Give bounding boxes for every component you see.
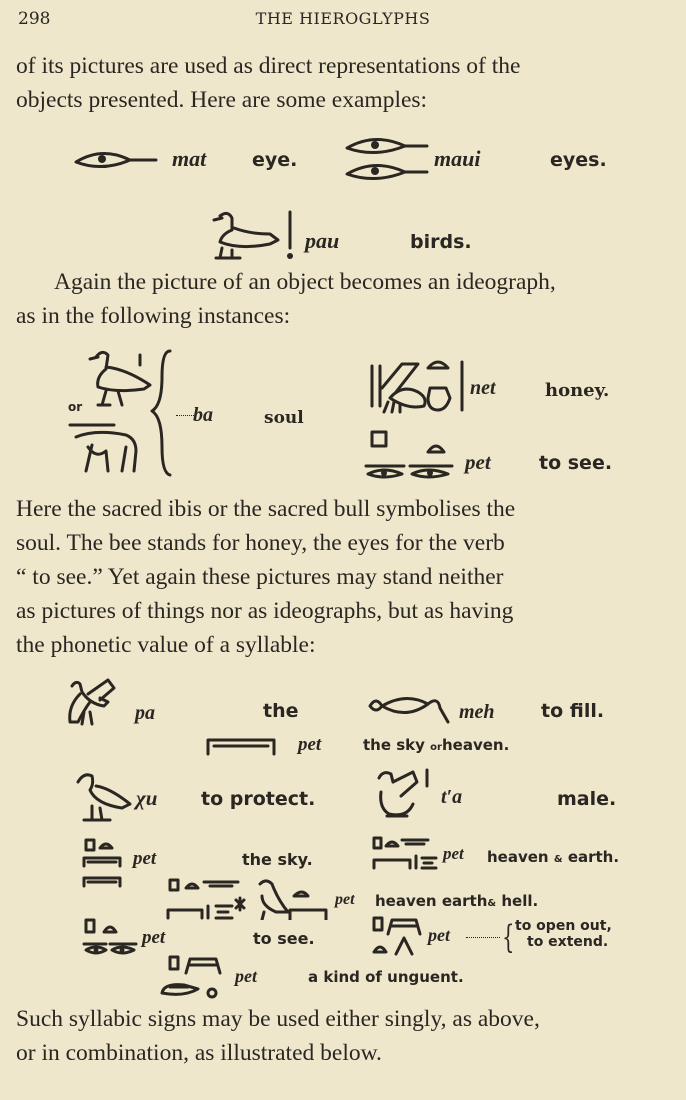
brace-icon: { <box>502 918 515 956</box>
meaning-honey: honey. <box>545 380 610 401</box>
meaning-birds: birds. <box>410 231 472 253</box>
bird-plural-glyph-icon <box>210 208 300 264</box>
page-number: 298 <box>18 9 51 29</box>
transliteration-pet-sky: pet <box>298 734 322 755</box>
transliteration-pau: pau <box>305 228 340 253</box>
meaning-part: to open out, <box>515 918 612 934</box>
meaning-heaven-earth-hell <box>375 892 538 910</box>
text-line: Again the picture of an object becomes an ideograph, <box>54 269 556 295</box>
meaning-the-sky: the sky. <box>242 850 313 869</box>
transliteration-pet-heaven-earth: pet <box>443 844 464 863</box>
transliteration-mat: mat <box>172 146 207 171</box>
leader-dots <box>176 415 194 416</box>
meaning-part: heaven earth <box>375 892 488 910</box>
transliteration-net: net <box>470 377 496 399</box>
transliteration-ba: ba <box>193 404 213 426</box>
pet-earth-glyph-icon <box>372 836 444 870</box>
or-label: or <box>430 742 442 753</box>
pet-hell-glyph-icon <box>166 876 330 920</box>
meaning-part: the sky <box>363 736 425 754</box>
meaning-part: heaven <box>487 848 549 866</box>
transliteration-pet-see: pet <box>465 450 491 474</box>
two-eyes-pet-glyph-icon <box>364 430 456 486</box>
meaning-eye: eye. <box>252 149 298 171</box>
text-line: of its pictures are used as direct representations of the <box>16 53 521 79</box>
text-line: Here the sacred ibis or the sacred bull symbolises the <box>16 496 516 522</box>
flying-bird-glyph-icon <box>64 676 120 728</box>
text-line: “ to see.” Yet again these pictures may stand neither <box>16 564 504 590</box>
or-label: or <box>68 400 83 414</box>
text-line: Such syllabic signs may be used either singly, as above, <box>16 1006 540 1032</box>
pet-unguent-glyph-icon <box>158 955 224 999</box>
paragraph-intro <box>16 49 668 117</box>
running-title: THE HIEROGLYPHS <box>255 9 431 28</box>
transliteration-pet-hell: pet <box>335 891 355 908</box>
transliteration-pa: pa <box>135 702 155 724</box>
duck-glyph-icon <box>371 768 435 822</box>
transliteration-pet-the-sky: pet <box>133 848 157 869</box>
meaning-to-protect: to protect. <box>201 788 316 810</box>
meaning-to-fill: to fill. <box>541 700 605 722</box>
pet-sky-glyph-icon <box>82 838 124 890</box>
text-line: the phonetic value of a syllable: <box>16 632 316 658</box>
meaning-part: hell. <box>501 892 539 910</box>
transliteration-ta: t′a <box>441 786 463 808</box>
transliteration-xu: χu <box>136 786 158 810</box>
meaning-unguent: a kind of unguent. <box>308 968 464 986</box>
transliteration-pet-to-see: pet <box>142 927 166 948</box>
transliteration-maui: maui <box>434 146 481 171</box>
meaning-part: to extend. <box>527 934 609 950</box>
and-sign: & <box>487 898 497 909</box>
meaning-eyes: eyes. <box>550 149 607 171</box>
transliteration-pet-unguent: pet <box>235 966 257 986</box>
text-line: as in the following instances: <box>16 303 291 329</box>
text-line: soul. The bee stands for honey, the eyes for the verb <box>16 530 505 556</box>
sky-glyph-icon <box>204 734 278 756</box>
and-sign: & <box>553 854 563 865</box>
paragraph-phonetic <box>16 492 668 662</box>
leader-dots <box>466 937 500 938</box>
bee-glyph-icon <box>366 358 466 416</box>
eye-glyph-icon <box>72 148 160 174</box>
meaning-to-see: to see. <box>539 452 613 474</box>
pet-eyes-glyph-icon <box>82 918 138 958</box>
meaning-to-see-2: to see. <box>253 929 315 948</box>
text-line: as pictures of things nor as ideographs, but as having <box>16 598 514 624</box>
paragraph-combination <box>16 1002 668 1070</box>
meaning-sky-or-heaven <box>363 736 509 754</box>
meaning-open-extend <box>515 918 612 950</box>
meaning-male: male. <box>557 788 617 810</box>
meaning-heaven-and-earth <box>487 848 619 866</box>
transliteration-pet-open: pet <box>428 925 450 945</box>
meaning-soul: soul <box>264 408 304 428</box>
text-line: objects presented. Here are some examples: <box>16 87 428 113</box>
meaning-part: earth. <box>567 848 620 866</box>
pet-legs-glyph-icon <box>370 916 426 956</box>
vase-glyph-icon <box>366 694 452 726</box>
transliteration-meh: meh <box>459 701 495 723</box>
text-line: or in combination, as illustrated below. <box>16 1040 382 1066</box>
ibis-or-bull-glyph-icon <box>66 347 186 481</box>
meaning-part: heaven. <box>441 736 510 754</box>
meaning-the: the <box>263 700 299 722</box>
paragraph-ideograph <box>16 265 668 333</box>
two-eyes-glyph-icon <box>343 134 431 186</box>
ibis-glyph-icon <box>74 770 134 824</box>
